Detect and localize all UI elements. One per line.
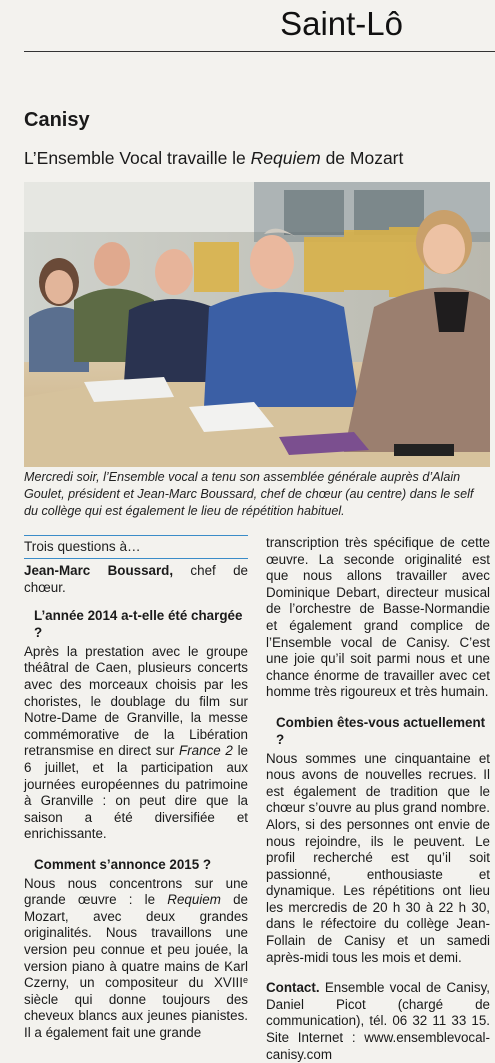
contact-text: Ensemble vocal de Canisy, Daniel Picot (chargé de communication), tél. 06 32 11 33 15. Site Internet : www.ensemblevocal-canisy.com [266,980,490,1062]
question-1: L’année 2014 a-t-elle été chargée ? [34,608,243,640]
interview-heading: Trois questions à… [24,539,141,554]
interviewee [24,563,248,596]
answer-2 [24,876,248,1042]
town-heading: Canisy [24,109,90,131]
left-column [24,535,248,1042]
answer-1-text: Après la prestation avec le groupe théâtral de Caen, plusieurs concerts avec des morceaux choisis par les choristes, le doublage du film sur Notre-Dame de Granville, la messe commémorative de la Libération retransmise en direct sur [24,643,248,759]
contact-label: Contact. [266,980,320,996]
answer-2-text: Nous nous concentrons sur une grande œuvre : le [24,875,248,908]
answer-1-text-end: le 6 juillet, et la participation aux journées européennes du patrimoine à Granville : on peut dire que la saison a été diversifiée et enrichissante. [24,743,249,842]
question-3: Combien êtes-vous actuellement ? [276,714,486,747]
photo-caption: Mercredi soir, l’Ensemble vocal a tenu son assemblée générale auprès d’Alain Goulet, président et Jean-Marc Boussard, chef de chœur (au centre) dans le self du collège qui est également le lieu de répétition habituel. [24,470,474,518]
interview-bottom-rule [24,558,248,559]
answer-2-continued: transcription très spécifique de cette œuvre. La seconde originalité est que nous allons travailler avec Dominique Debart, directeur musical de l’orchestre de Basse-Normandie et également grand complice de l’Ensemble vocal de Canisy. C’est une joie qu’il soit parmi nous et une chance énorme de travailler avec cet homme très rigoureux et très humain. [266,535,490,700]
answer-1 [24,644,248,843]
headline-start: L’Ensemble Vocal travaille le [24,148,251,168]
headline-italic: Requiem [250,148,321,168]
question-2: Comment s’annonce 2015 ? [34,856,212,872]
interviewee-role: chef de chœur. [24,563,248,595]
answer-2-italic: Requiem [167,892,221,908]
answer-1-italic: France 2 [179,743,233,759]
answer-2-text-mid: de Mozart, avec deux grandes originalités. Nous travaillons une version peu connue et peu jouée, la version piano à quatre mains de Karl Czerny, un compositeur du XVIII [24,892,248,991]
contact-block [266,980,490,1063]
interviewee-name: Jean-Marc Boussard, [24,563,174,578]
section-title: Saint-Lô [280,5,403,42]
article-photo [24,182,490,467]
article-headline [24,146,403,170]
headline-end: de Mozart [320,148,404,168]
photo-illustration [24,182,490,467]
answer-2-superscript: e [242,975,248,986]
header-rule [24,51,495,52]
answer-3: Nous sommes une cinquantaine et nous avons de nouvelles recrues. Il est également de tradition que le chœur s’ouvre au plus grand nombre. Alors, si des personnes ont envie de nous rejoindre, ils le peuvent. Le profil recherché est qu’il soit passionné, enthousiaste et dynamique. Les répétitions ont lieu les mercredis de 20 h 30 à 22 h 30, dans le réfectoire du collège Jean-Follain de Canisy et un samedi après-midi tous les mois et demi. [266,750,490,965]
answer-2-text-end: siècle qui donne toujours des cheveux blancs aux jeunes pianistes. Il a également fait une grande [24,991,248,1041]
right-column [266,535,490,1063]
